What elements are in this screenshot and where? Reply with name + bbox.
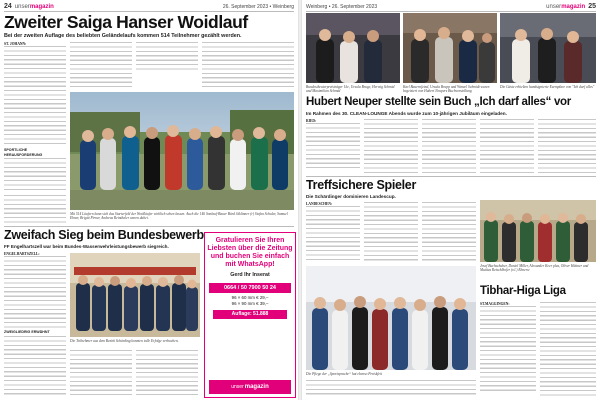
photo-lounge-3 [500,13,596,83]
photo-shooters [480,200,596,262]
right-brand [546,4,585,10]
article-body-treffsicher-col1b [306,380,476,396]
article-body-woidlauf-col3 [136,42,198,72]
article-headline-treffsicher: Treffsichere Spieler [306,178,417,192]
photo-runners-group [70,92,294,210]
article-deck-bundesbewerb: FF Engelhartszell war beim Bundes-Wasserwehrleistungsbewerb siegreich. [4,244,169,249]
treffsicher-photo-image [306,266,476,370]
article-lead-neuper: RIED: [306,119,317,123]
ad-body: Gerd Ihr Inserat [230,272,270,278]
text-lines [4,158,66,192]
photo-lounge-1 [306,13,400,83]
article-body-bundesbewerb-col3 [136,350,198,396]
shooters-photo-image [480,200,596,262]
article-body-woidlauf-col1 [4,42,66,192]
article-deck-neuper: Im Rahmen des 30. CLEAN-LOUNGE Abends wurde zum 10-jährigen Jubiläum eingeladen. [306,111,507,116]
text-lines [4,256,66,328]
article-body-woidlauf-col1b [4,195,66,223]
article-subhead-woidlauf: SPORTLICHE HERAUSFORDERUNG [4,148,43,157]
photo-lounge-2 [403,13,497,83]
article-body-woidlauf-col2 [70,42,132,90]
right-brand-prefix: unser [546,3,562,10]
left-brand-prefix: unser [14,3,30,10]
ad-logo-prefix: unser [231,384,244,390]
right-page-number: 25 [588,3,596,10]
right-page-number-wrap [546,3,596,10]
article-lead-treffsicher: LANDESCHEN: [306,202,333,206]
photo-caption-lounge-3: Die Gäste erhielten handsignierte Exemplare von "Ich darf alles" [500,85,595,89]
photo-caption-lounge-1: Bundestheaterpreisträger Ute, Ursula Bruge, Herwig Schmid und Maximilian Schmid [306,85,395,94]
section-divider [306,176,596,177]
left-page-number-wrap [4,3,54,10]
article-headline-neuper: Hubert Neuper stellte sein Buch „Ich darf alles“ vor [306,96,571,108]
right-folio [306,2,596,12]
photo-treffsicher-group [306,266,476,370]
article-headline-tibhar: Tibhar-Higa Liga [480,285,566,297]
article-deck-treffsicher: Die Schärdinger dominieren Landescup. [306,194,396,199]
text-lines [4,46,66,146]
ad-logo-name: magazin [244,384,269,390]
runners-photo-image [70,92,294,210]
article-body-bundesbewerb-col2 [70,350,132,396]
lounge-photo-3-image [500,13,596,83]
text-lines [480,306,536,394]
ad-magazine-logo [209,380,291,394]
article-body-treffsicher-col3 [422,202,476,262]
right-brand-name: magazin [561,3,586,10]
article-body-neuper-col3 [422,119,476,173]
photo-caption-firefighters: Die Teilnehmer aus dem Bezirk Schärding konnten tolle Erfolge verbuchen. [70,339,179,343]
article-headline-bundesbewerb: Zweifach Sieg beim Bundesbewerb [4,228,204,242]
photo-caption-lounge-2: Karl Bauernfeind, Ursula Brupp und Wenzel Schmidt waren begeistert von Hubert Neupers Buchvorstellung [403,85,490,94]
article-body-neuper-col1 [306,119,360,173]
lounge-photo-1-image [306,13,400,83]
article-lead-bundesbewerb: ENGELHARTSZELL: [4,252,40,256]
right-folio-date: Weinberg • 26. September 2023 [306,3,378,10]
article-body-neuper-col5 [538,119,596,173]
left-folio-date: 26. September 2023 • Weinberg [222,3,294,10]
article-subhead-bundesbewerb: ZWEIGLIEDRIG ERWÄHNT [4,330,50,335]
left-folio [4,2,294,12]
ad-price-line-2: 96 × 90 mm € 39,– [231,300,269,306]
ad-circulation: Auflage: 51.888 [213,310,287,319]
lounge-photo-2-image [403,13,497,83]
article-body-tibhar-col2 [540,302,596,396]
text-lines [4,336,66,396]
ad-price-line-1: 96 × 60 mm € 29,– [231,294,269,300]
article-body-treffsicher-col2 [364,202,418,262]
text-lines [306,206,360,260]
text-lines [306,123,360,171]
whatsapp-greeting-ad[interactable] [204,232,296,398]
article-lead-woidlauf: ST. JOHANN: [4,42,27,46]
article-body-woidlauf-col4 [202,42,294,87]
left-page [0,0,298,400]
article-body-neuper-col2 [364,119,418,173]
ad-title: Gratulieren Sie Ihren Liebsten über die Zeitung und buchen Sie einfach mit WhatsApp! [207,237,293,268]
article-body-treffsicher-col1 [306,202,360,262]
article-body-bundesbewerb-col1 [4,252,66,397]
ad-phone-number[interactable]: 0664 / 50 7900 50 24 [209,283,291,293]
article-body-neuper-col4 [480,119,534,173]
left-brand [15,4,54,10]
right-page [302,0,600,400]
article-body-tibhar-col1 [480,302,536,396]
left-brand-name: magazin [29,3,54,10]
firefighters-photo-image [70,253,200,337]
photo-caption-treffsicher: Die Pfiege der „Sportsprache“ hat ebenso Preiskfeit [306,372,382,376]
photo-caption-runners: Mit 514 Läufern kann sich das Starterfeld der Woidläufer wirklich sehen lassen. Auch die 146 Sonlauf-Bauer Bärd Jäklinner (r) Stefan Schuler, Samuel Ebner, Brigitt Pirner, Andreas Reinthaler waren dabei. [70,212,288,221]
article-deck-woidlauf: Bei der zweiten Auflage des beliebten Geländelaufs kommen 514 Teilnehmer gezählt werden. [4,33,242,39]
left-page-number: 24 [4,3,12,10]
photo-caption-shooters: Josef Buchschuber, Daniel Miller, Alexander Keer plus, Oliver Hüttner und Mattias Reischlhofer (v.l.) Ebnerw [480,264,589,273]
section-divider [4,226,294,227]
photo-firefighters [70,253,200,337]
article-headline-woidlauf: Zweiter Saiga Hanser Woidlauf [4,12,248,32]
article-lead-tibhar: ST.MAGGINGEN: [480,302,510,306]
